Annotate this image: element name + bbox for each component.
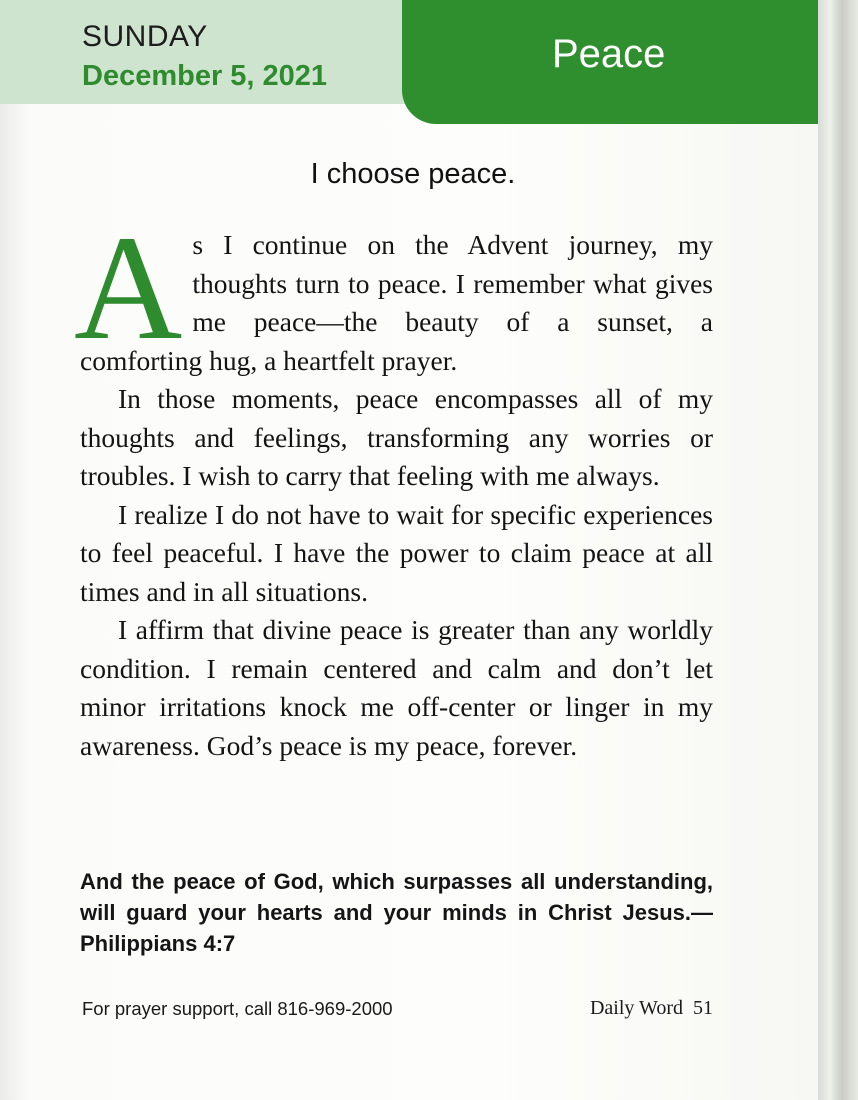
publication-name: Daily Word	[589, 997, 683, 1019]
day-label: SUNDAY	[82, 20, 208, 53]
prayer-support-line: For prayer support, call 816-969-2000	[82, 998, 393, 1019]
paragraph-1	[74, 205, 713, 380]
date-label: December 5, 2021	[82, 60, 328, 92]
theme-title: Peace	[552, 32, 666, 76]
paragraph-4: I affirm that divine peace is greater than any worldly condition. I remain centered and calm and don’t let minor irritations knock me off-center or linger in my awareness. God’s peace is my peace, forever.	[80, 614, 713, 761]
drop-cap: A	[74, 205, 183, 371]
paragraph-3: I realize I do not have to wait for specific experiences to feel peaceful. I have the power to claim peace at all times and in all situations.	[80, 498, 713, 607]
footer-publication	[570, 997, 713, 1020]
body-text	[74, 205, 713, 765]
page-edges	[818, 0, 858, 1100]
paragraph-2: In those moments, peace encompasses all of my thoughts and feelings, transforming any worries or troubles. I wish to carry that feeling with me always.	[80, 383, 713, 491]
scripture-verse: And the peace of God, which surpasses all understanding, will guard your hearts and your minds in Christ Jesus.—Philippians 4:7	[80, 869, 713, 956]
paragraph-1-text: s I continue on the Advent journey, my thoughts turn to peace. I remember what gives me peace—the beauty of a sunset, a comforting hug, a heartfelt prayer.	[80, 229, 713, 376]
affirmation-heading: I choose peace.	[310, 158, 516, 190]
page-number: 51	[693, 997, 713, 1019]
